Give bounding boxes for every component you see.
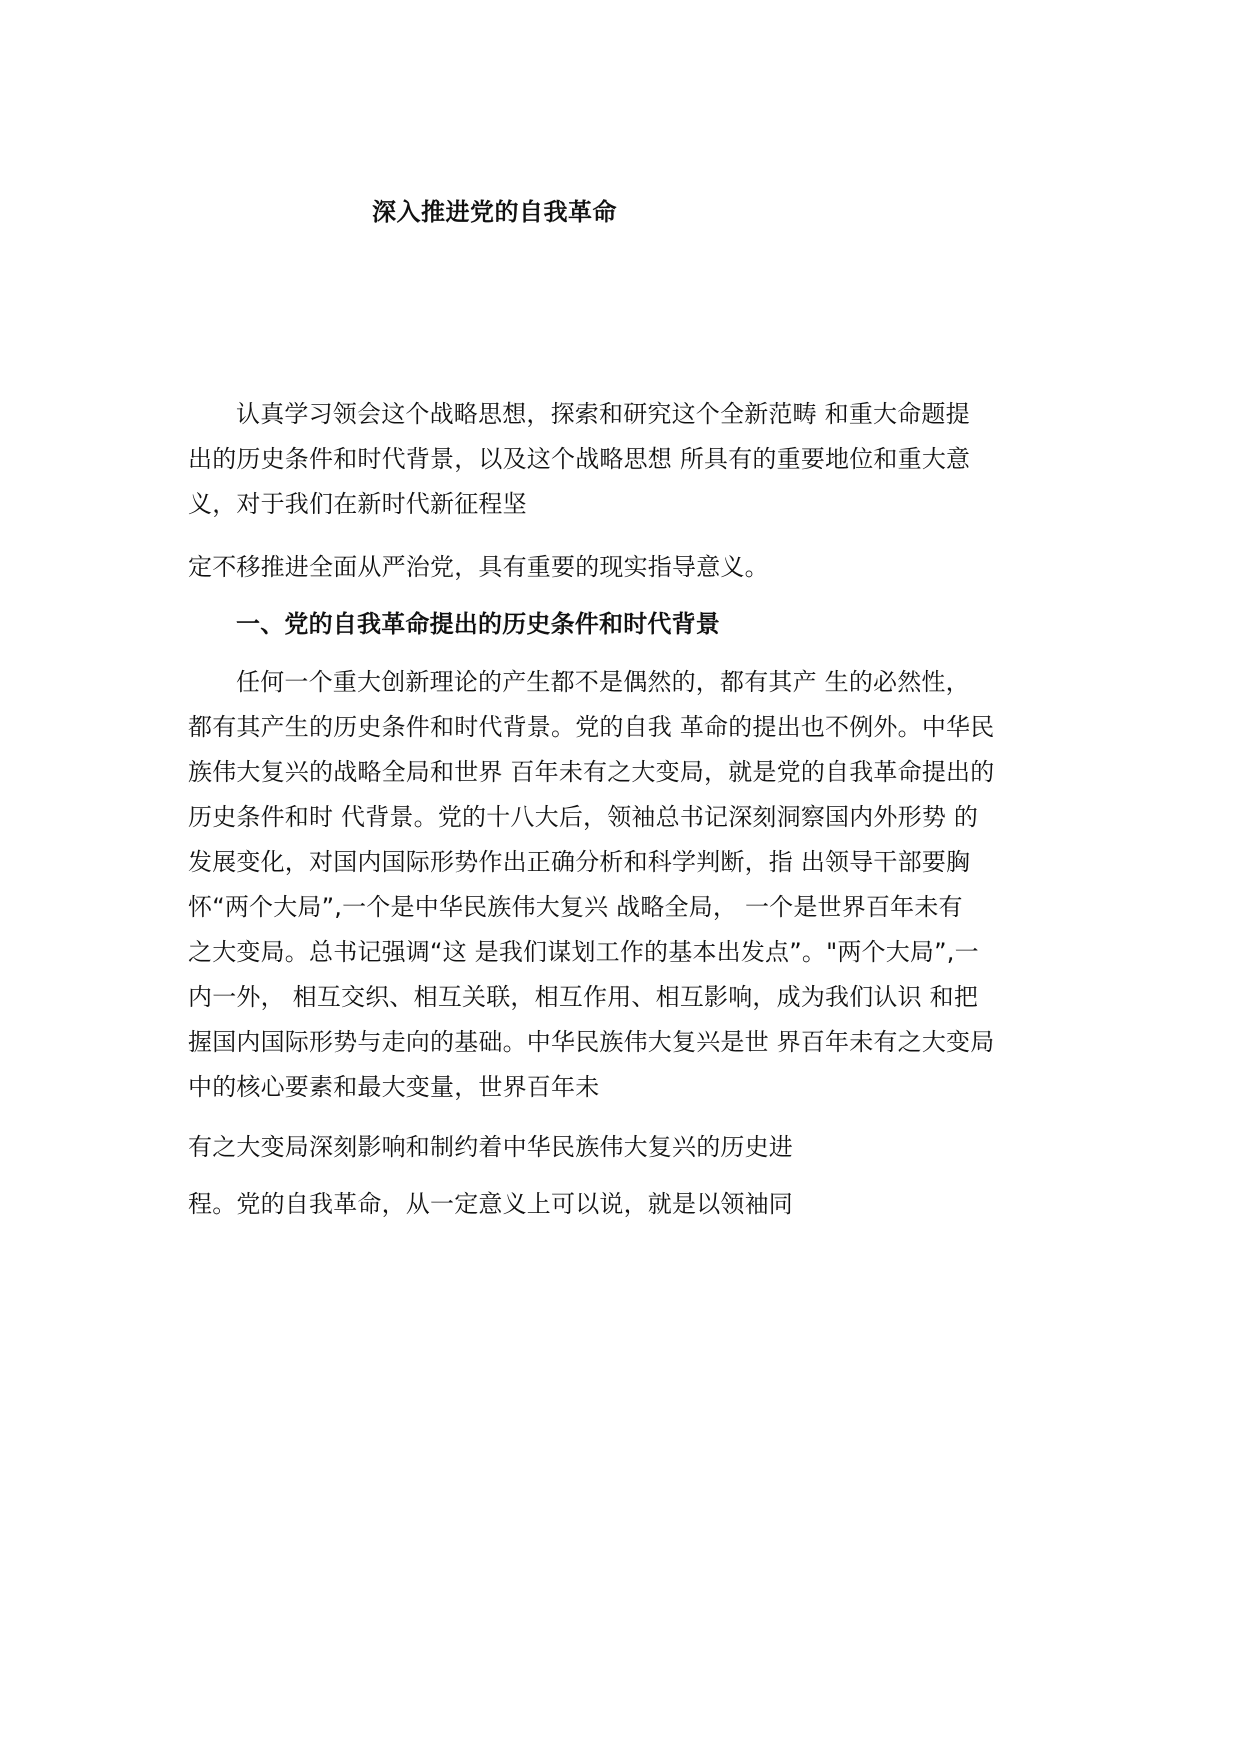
paragraph-line: 任何一个重大创新理论的产生都不是偶然的，都有其产 生的必然性， xyxy=(236,668,970,696)
paragraph-line: 握国内国际形势与走向的基础。中华民族伟大复兴是世 界百年未有之大变局 xyxy=(188,1028,995,1056)
paragraph-line: 义，对于我们在新时代新征程坚 xyxy=(188,490,527,518)
paragraph-line: 程。党的自我革命，从一定意义上可以说，就是以领袖同 xyxy=(188,1190,793,1218)
paragraph-line: 中的核心要素和最大变量，世界百年未 xyxy=(188,1073,600,1101)
paragraph-line: 发展变化，对国内国际形势作出正确分析和科学判断，指 出领导干部要胸 xyxy=(188,848,971,876)
paragraph-line: 怀“两个大局”,一个是中华民族伟大复兴 战略全局， 一个是世界百年未有 xyxy=(188,893,963,921)
paragraph-line: 定不移推进全面从严治党，具有重要的现实指导意义。 xyxy=(188,553,769,581)
paragraph-line: 历史条件和时 代背景。党的十八大后，领袖总书记深刻洞察国内外形势 的 xyxy=(188,803,979,831)
paragraph-line: 内一外， 相互交织、相互关联，相互作用、相互影响，成为我们认识 和把 xyxy=(188,983,979,1011)
paragraph-line: 出的历史条件和时代背景，以及这个战略思想 所具有的重要地位和重大意 xyxy=(188,445,971,473)
section-heading: 一、党的自我革命提出的历史条件和时代背景 xyxy=(236,610,720,638)
paragraph-line: 认真学习领会这个战略思想，探索和研究这个全新范畴 和重大命题提 xyxy=(236,400,970,428)
paragraph-line: 有之大变局深刻影响和制约着中华民族伟大复兴的历史进 xyxy=(188,1133,793,1161)
document-title: 深入推进党的自我革命 xyxy=(372,198,617,226)
paragraph-line: 都有其产生的历史条件和时代背景。党的自我 革命的提出也不例外。中华民 xyxy=(188,713,995,741)
paragraph-line: 之大变局。总书记强调“这 是我们谋划工作的基本出发点”。"两个大局”,一 xyxy=(188,938,979,966)
paragraph-line: 族伟大复兴的战略全局和世界 百年未有之大变局，就是党的自我革命提出的 xyxy=(188,758,995,786)
